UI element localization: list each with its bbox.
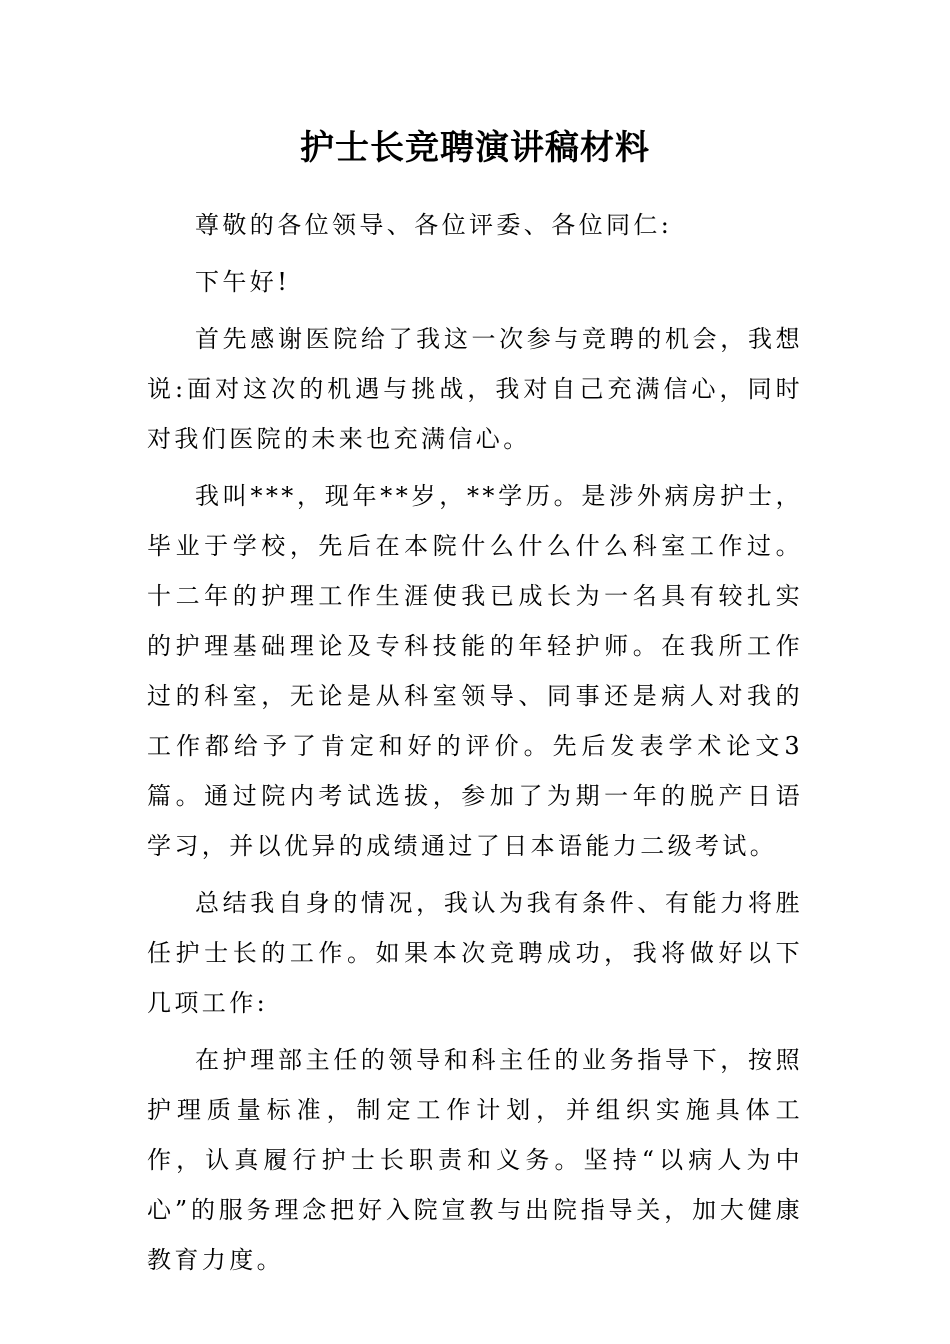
document-body [147, 200, 803, 1292]
document-title: 护士长竞聘演讲稿材料 [300, 128, 650, 168]
paragraph-work-plan: 在护理部主任的领导和科主任的业务指导下，按照护理质量标准，制定工作计划，并组织实施具体工作，认真履行护士长职责和义务。坚持“以病人为中心”的服务理念把好入院宣教与出院指导关，加大健康教育力度。 [147, 1046, 803, 1274]
paragraph-greeting: 下午好! [195, 268, 291, 296]
paragraph-salutation: 尊敬的各位领导、各位评委、各位同仁: [195, 211, 673, 239]
paragraph-self-introduction: 我叫***，现年**岁，**学历。是涉外病房护士，毕业于学校，先后在本院什么什么什么科室工作过。十二年的护理工作生涯使我已成长为一名具有较扎实的护理基础理论及专科技能的年轻护师。在我所工作过的科室，无论是从科室领导、同事还是病人对我的工作都给予了肯定和好的评价。先后发表学术论文3篇。通过院内考试选拔，参加了为期一年的脱产日语学习，并以优异的成绩通过了日本语能力二级考试。 [147, 482, 803, 860]
paragraph-thanks: 首先感谢医院给了我这一次参与竞聘的机会，我想说:面对这次的机遇与挑战，我对自己充满信心，同时对我们医院的未来也充满信心。 [147, 325, 803, 453]
paragraph-summary: 总结我自身的情况，我认为我有条件、有能力将胜任护士长的工作。如果本次竞聘成功，我将做好以下几项工作: [147, 889, 803, 1017]
